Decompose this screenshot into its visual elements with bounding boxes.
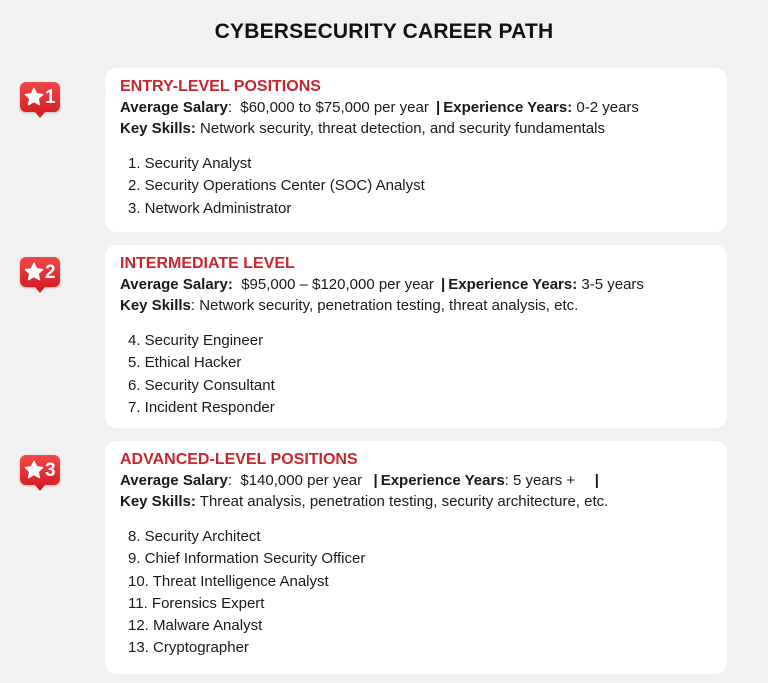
list-item: 6. Security Consultant — [128, 376, 275, 394]
experience-value: 0-2 years — [576, 99, 639, 116]
section-card-advanced — [105, 441, 727, 674]
skills-line — [120, 295, 712, 316]
list-item: 13. Cryptographer — [128, 639, 249, 657]
salary-value: $60,000 to $75,000 per year — [240, 99, 429, 116]
salary-colon: : — [227, 472, 233, 489]
list-item: 8. Security Architect — [128, 528, 261, 545]
salary-label: Average Salary — [120, 472, 228, 489]
salary-value: $95,000 – $120,000 per year — [241, 276, 434, 293]
level-badge-1 — [20, 82, 60, 112]
skills-value: Network security, threat detection, and security fundamentals — [200, 120, 605, 137]
salary-label: Average Salary: — [120, 276, 233, 293]
list-item: 2. Security Operations Center (SOC) Analyst — [128, 177, 425, 195]
skills-line — [120, 118, 712, 139]
salary-line — [120, 274, 712, 295]
positions-list — [120, 153, 712, 220]
skills-line — [120, 491, 712, 512]
star-icon — [23, 261, 45, 283]
separator: | — [441, 276, 446, 293]
salary-label: Average Salary — [120, 99, 228, 116]
star-icon — [23, 459, 45, 481]
skills-label: Key Skills — [120, 297, 191, 314]
list-item: 7. Incident Responder — [128, 398, 275, 416]
list-item: 11. Forensics Expert — [128, 594, 265, 612]
experience-label: Experience Years — [380, 472, 505, 489]
page-title: CYBERSECURITY CAREER PATH — [214, 20, 554, 43]
salary-line — [120, 97, 712, 118]
badge-number: 3 — [45, 459, 56, 481]
trailing-separator: | — [594, 472, 599, 489]
section-card-entry — [105, 68, 727, 232]
salary-line — [120, 470, 712, 491]
skills-value: : Network security, penetration testing, threat analysis, etc. — [190, 297, 579, 314]
experience-value: : 5 years + — [504, 472, 576, 489]
skills-label: Key Skills: — [120, 493, 196, 510]
list-item: 9. Chief Information Security Officer — [128, 550, 366, 568]
experience-value: 3-5 years — [581, 276, 644, 293]
list-item: 4. Security Engineer — [128, 332, 264, 349]
salary-value: $140,000 per year — [240, 472, 363, 489]
experience-label: Experience Years: — [448, 276, 578, 293]
star-icon — [23, 86, 45, 108]
salary-colon: : — [227, 99, 233, 116]
separator: | — [436, 99, 441, 116]
experience-label: Experience Years: — [443, 99, 573, 116]
separator: | — [373, 472, 378, 489]
skills-value: Threat analysis, penetration testing, security architecture, etc. — [199, 493, 609, 510]
list-item: 5. Ethical Hacker — [128, 354, 242, 372]
section-heading: ADVANCED-LEVEL POSITIONS — [120, 451, 358, 468]
section-heading: ENTRY-LEVEL POSITIONS — [120, 78, 321, 95]
skills-label: Key Skills: — [120, 120, 196, 137]
section-heading: INTERMEDIATE LEVEL — [120, 255, 295, 272]
badge-number: 1 — [45, 86, 56, 108]
level-badge-3 — [20, 455, 60, 485]
positions-list — [120, 526, 712, 660]
positions-list — [120, 330, 712, 419]
section-card-intermediate — [105, 245, 727, 428]
level-badge-2 — [20, 257, 60, 287]
list-item: 12. Malware Analyst — [128, 617, 263, 635]
list-item: 1. Security Analyst — [128, 155, 252, 172]
badge-number: 2 — [45, 261, 56, 283]
list-item: 3. Network Administrator — [128, 199, 292, 217]
list-item: 10. Threat Intelligence Analyst — [128, 572, 329, 590]
